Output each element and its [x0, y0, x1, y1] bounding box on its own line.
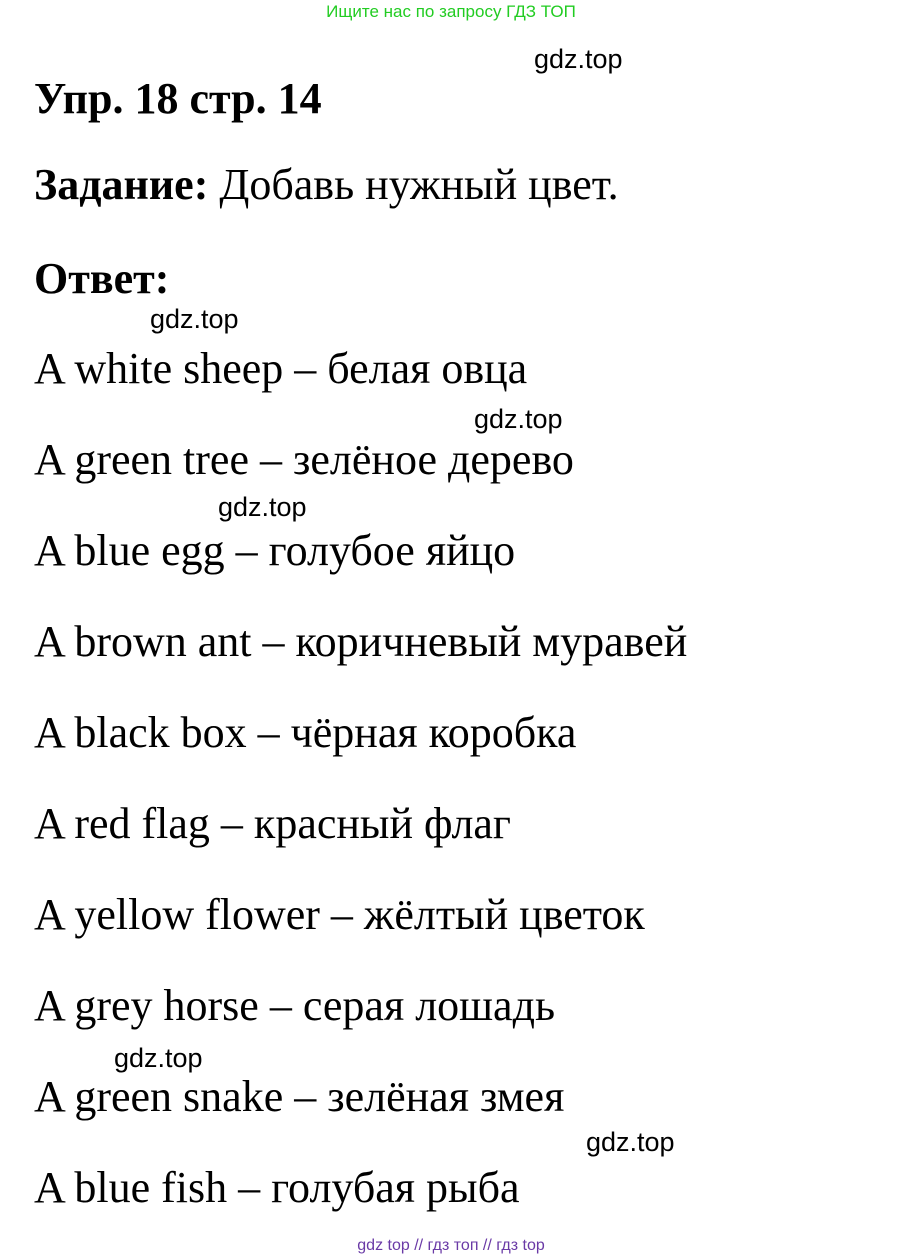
task-text: Добавь нужный цвет.: [208, 160, 619, 209]
answer-item: A green snake – зелёная змея: [34, 1072, 565, 1121]
answer-item: A green tree – зелёное дерево: [34, 435, 574, 484]
watermark: gdz.top: [114, 1043, 203, 1073]
answer-item: A brown ant – коричневый муравей: [34, 617, 688, 666]
answer-item: A black box – чёрная коробка: [34, 708, 577, 757]
task-label: Задание:: [34, 160, 209, 209]
watermark: gdz.top: [586, 1127, 675, 1157]
answer-item: A blue fish – голубая рыба: [34, 1163, 520, 1212]
exercise-title: Упр. 18 стр. 14: [34, 74, 322, 123]
watermark: gdz.top: [474, 404, 563, 434]
answer-item: A white sheep – белая овца: [34, 344, 528, 393]
answer-label: Ответ:: [34, 254, 170, 303]
task-line: [34, 160, 619, 210]
answer-item: A blue egg – голубое яйцо: [34, 526, 516, 575]
answer-item: A grey horse – серая лошадь: [34, 981, 556, 1030]
watermark: gdz.top: [534, 44, 623, 74]
top-banner: Ищите нас по запросу ГДЗ ТОП: [326, 2, 576, 21]
answer-item: A red flag – красный флаг: [34, 799, 511, 848]
watermark: gdz.top: [150, 304, 239, 334]
footer: gdz top // гдз топ // гдз top: [357, 1237, 545, 1254]
watermark: gdz.top: [218, 492, 307, 522]
answer-item: A yellow flower – жёлтый цветок: [34, 890, 645, 939]
